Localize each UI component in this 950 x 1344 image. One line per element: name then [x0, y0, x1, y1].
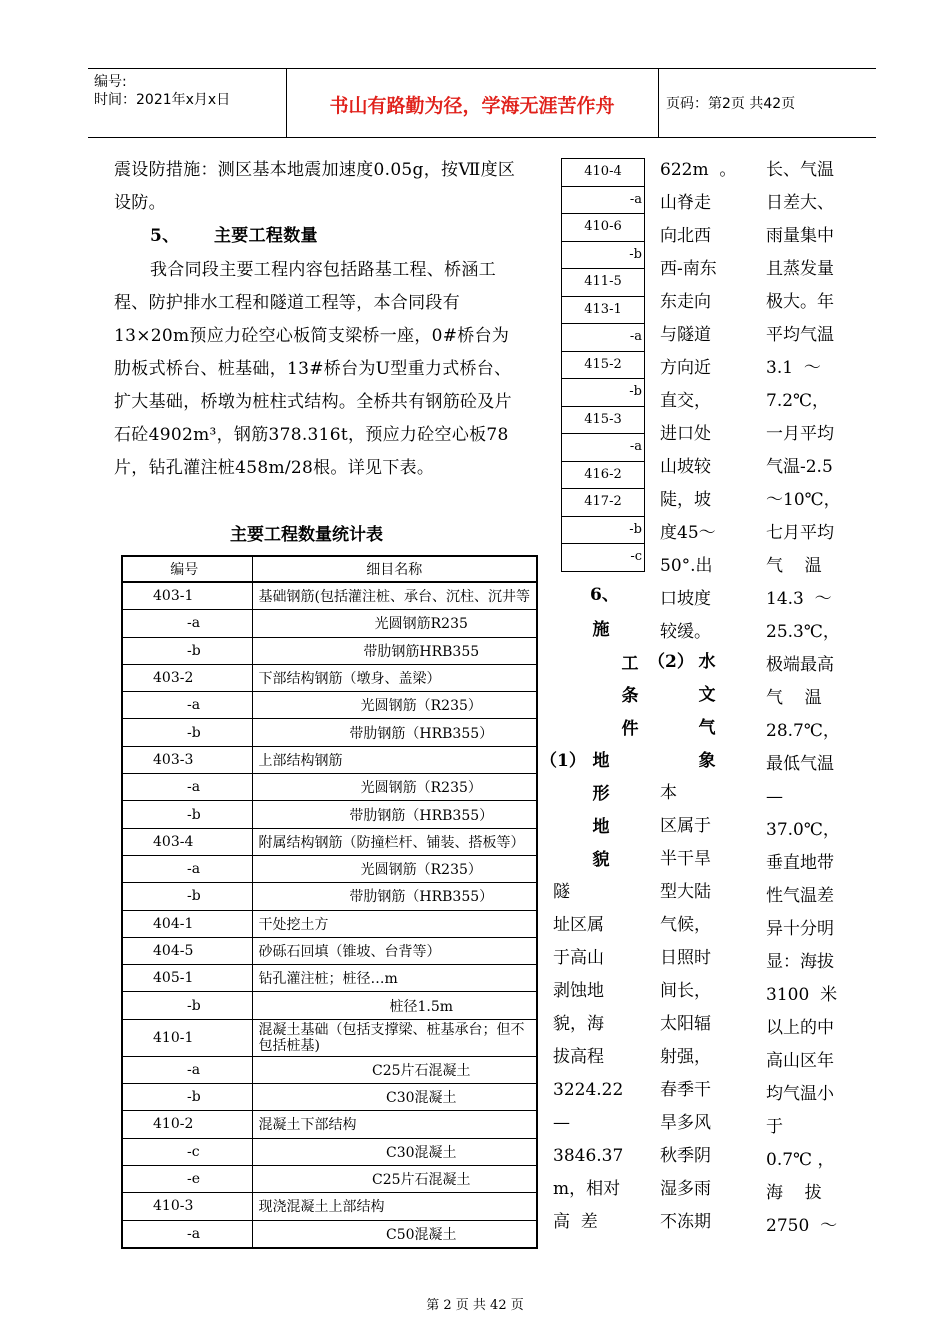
table-row — [123, 719, 537, 746]
motto: 书山有路勤为径，学海无涯苦作舟 — [329, 95, 615, 117]
column-line: 本 — [660, 783, 677, 803]
item-name: C50混凝土 — [252, 1220, 536, 1247]
column-line: 太阳辐 — [660, 1014, 711, 1034]
column-line: 2750 ～ — [766, 1216, 838, 1236]
column-line: 方向近 — [660, 358, 711, 378]
column-line: 3100 米 — [766, 985, 838, 1005]
item-code: -c — [123, 1138, 253, 1165]
column-line: 3.1 ～ — [766, 358, 821, 378]
column-line: 高山区年 — [766, 1051, 834, 1071]
page-header — [88, 68, 876, 138]
subsection-1-char-2: 形 — [592, 784, 610, 804]
column-line: 极端最高 — [766, 655, 834, 675]
table-row — [123, 1220, 537, 1247]
item-code: -a — [123, 610, 253, 637]
table-row — [123, 1138, 537, 1165]
section-5-title: 主要工程数量 — [214, 226, 318, 246]
table-row — [123, 1111, 537, 1138]
column-line: 622m 。 — [660, 160, 737, 180]
column-line: 拔高程 — [553, 1047, 604, 1067]
side-table-cell: 413-1 — [562, 297, 644, 325]
table-row — [123, 746, 537, 773]
column-line: 西-南东 — [660, 259, 717, 279]
section-5-number: 5、 — [150, 226, 180, 246]
subsection-1-char-3: 地 — [592, 817, 610, 837]
item-name: 钻孔灌注桩；桩径…m — [252, 965, 536, 992]
item-code: -b — [123, 992, 253, 1019]
subsection-1-char-1: 地 — [592, 751, 610, 771]
column-line: 于高山 — [553, 948, 604, 968]
side-table-cell: -a — [562, 434, 644, 462]
table-row — [123, 1056, 537, 1083]
column-line: 陡，坡 — [660, 490, 711, 510]
column-line: 最低气温 — [766, 754, 834, 774]
table-row — [123, 637, 537, 664]
subsection-2-number: （2） — [648, 652, 694, 672]
column-line: 高 差 — [553, 1212, 598, 1232]
climate-text-column — [660, 777, 734, 1239]
column-line: 旱多风 — [660, 1113, 711, 1133]
column-line: — — [766, 787, 783, 807]
side-table-cell: 410-4 — [562, 159, 644, 187]
side-table-cell: 411-5 — [562, 269, 644, 297]
column-line: 较缓。 — [660, 622, 711, 642]
item-code: -e — [123, 1165, 253, 1192]
column-line: 50°.出 — [660, 556, 713, 576]
column-line: 25.3℃， — [766, 622, 840, 642]
item-code: 405-1 — [123, 965, 253, 992]
header-code: 编号 — [123, 557, 253, 583]
item-name: 混凝土基础（包括支撑梁、桩基承台；但不包括桩基) — [252, 1019, 536, 1056]
table-row — [123, 937, 537, 964]
item-name: 光圆钢筋（R235） — [252, 692, 536, 719]
item-name: C30混凝土 — [252, 1084, 536, 1111]
column-line: 口坡度 — [660, 589, 711, 609]
side-table-cell: 410-6 — [562, 214, 644, 242]
paragraph-seismic: 震设防措施：测区基本地震加速度0.05g，按Ⅶ度区设防。 — [114, 160, 516, 213]
column-line: 间长， — [660, 981, 711, 1001]
subsection-2-char-3: 气 — [698, 718, 716, 738]
item-name: 带肋钢筋（HRB355） — [252, 719, 536, 746]
table-row — [123, 910, 537, 937]
side-table-cell: -b — [562, 517, 644, 545]
column-line: 春季干 — [660, 1080, 711, 1100]
item-code: 410-1 — [123, 1019, 253, 1056]
column-line: 隧 — [553, 882, 570, 902]
item-code: -a — [123, 692, 253, 719]
subsection-2-char-1: 水 — [698, 652, 716, 672]
table-row — [123, 801, 537, 828]
column-line: 进口处 — [660, 424, 711, 444]
side-table-cell: 417-2 — [562, 489, 644, 517]
column-line: 3846.37 — [553, 1146, 624, 1166]
section-6-char-4: 件 — [621, 719, 639, 739]
column-line: 秋季阴 — [660, 1146, 711, 1166]
item-code: -b — [123, 883, 253, 910]
column-line: 14.3 ～ — [766, 589, 832, 609]
table-title: 主要工程数量统计表 — [230, 525, 383, 545]
column-line: — — [553, 1113, 570, 1133]
table-row — [123, 992, 537, 1019]
column-line: 不冻期 — [660, 1212, 711, 1232]
page-footer: 第 2 页 共 42 页 — [426, 1298, 524, 1313]
column-line: 37.0℃， — [766, 820, 840, 840]
item-code: 403-2 — [123, 664, 253, 691]
column-line: 气 温 — [766, 556, 822, 576]
terrain-text-column — [553, 876, 625, 1239]
column-line: 3224.22 — [553, 1080, 624, 1100]
item-code: -b — [123, 719, 253, 746]
item-code: 410-3 — [123, 1193, 253, 1220]
terrain-description-column — [660, 154, 737, 649]
column-line: 址区属 — [553, 915, 604, 935]
header-motto-cell — [286, 69, 659, 137]
table-row — [123, 1165, 537, 1192]
column-line: 湿多雨 — [660, 1179, 711, 1199]
table-row — [123, 1019, 537, 1056]
column-line: 向北西 — [660, 226, 711, 246]
item-code: 404-1 — [123, 910, 253, 937]
doc-time-label: 时间：2021年x月x日 — [94, 92, 231, 108]
item-code: -a — [123, 1056, 253, 1083]
column-line: 显：海拔 — [766, 952, 834, 972]
column-line: 剥蚀地 — [553, 981, 604, 1001]
column-line: 垂直地带 — [766, 853, 834, 873]
column-line: 山坡较 — [660, 457, 711, 477]
subsection-2-char-2: 文 — [698, 685, 716, 705]
side-table-cell: -a — [562, 187, 644, 215]
side-table-cell: 415-3 — [562, 407, 644, 435]
section-6-char-3: 条 — [621, 686, 639, 706]
table-row — [123, 664, 537, 691]
column-line: 异十分明 — [766, 919, 834, 939]
subsection-1-number: （1） — [540, 751, 586, 771]
table-row — [123, 774, 537, 801]
item-code: -b — [123, 801, 253, 828]
item-name: 光圆钢筋（R235） — [252, 855, 536, 882]
quantity-table-body — [123, 557, 537, 1248]
item-name: 上部结构钢筋 — [252, 746, 536, 773]
item-name: 带肋钢筋HRB355 — [252, 637, 536, 664]
column-line: 东走向 — [660, 292, 711, 312]
header-info-cell — [88, 69, 287, 137]
column-line: 直交， — [660, 391, 711, 411]
item-code: 403-3 — [123, 746, 253, 773]
table-row — [123, 1084, 537, 1111]
item-name: 桩径1.5m — [252, 992, 536, 1019]
side-table-cell: -a — [562, 324, 644, 352]
item-name: 干处挖土方 — [252, 910, 536, 937]
column-line: 一月平均 — [766, 424, 834, 444]
climate-description-column — [766, 154, 848, 1243]
column-line: 7.2℃， — [766, 391, 830, 411]
item-name: 附属结构钢筋（防撞栏杆、铺装、搭板等） — [252, 828, 536, 855]
subsection-2-char-4: 象 — [698, 751, 716, 771]
column-line: 日差大、 — [766, 193, 834, 213]
side-table-cell: -b — [562, 242, 644, 270]
item-name: C25片石混凝土 — [252, 1165, 536, 1192]
column-line: 气 温 — [766, 688, 822, 708]
column-line: 区属于 — [660, 816, 711, 836]
column-line: 长、气温 — [766, 160, 834, 180]
column-line: 以上的中 — [766, 1018, 834, 1038]
column-line: 平均气温 — [766, 325, 834, 345]
subsection-1-char-4: 貌 — [592, 850, 610, 870]
item-name: 带肋钢筋（HRB355） — [252, 801, 536, 828]
item-code: 403-1 — [123, 582, 253, 610]
column-line: 型大陆 — [660, 882, 711, 902]
item-code: 404-5 — [123, 937, 253, 964]
paragraph-quantities: 我合同段主要工程内容包括路基工程、桥涵工程、防护排水工程和隧道工程等，本合同段有13×20m预应力砼空心板简支梁桥一座，0#桥台为肋板式桥台、桩基础，13#桥台为U型重力式桥台、扩大基础，桥墩为桩柱式结构。全桥共有钢筋砼及片石砼4902m³，钢筋378.316t，预应力砼空心板78片，钻孔灌注桩458m/28根。详见下表。 — [114, 260, 512, 478]
column-line: 气温-2.5 — [766, 457, 833, 477]
side-table-cell: 415-2 — [562, 352, 644, 380]
table-row — [123, 828, 537, 855]
quantity-table — [121, 555, 538, 1249]
table-row — [123, 582, 537, 610]
item-name: 光圆钢筋（R235） — [252, 774, 536, 801]
column-line: 28.7℃， — [766, 721, 840, 741]
side-table-cell: 416-2 — [562, 462, 644, 490]
page-number-label: 页码：第2页 共42页 — [666, 96, 796, 112]
item-name: 带肋钢筋（HRB355） — [252, 883, 536, 910]
column-line: 度45～ — [660, 523, 716, 543]
column-line: 七月平均 — [766, 523, 834, 543]
header-item-name: 细目名称 — [252, 557, 536, 583]
column-line: 于 — [766, 1117, 783, 1137]
header-page-cell — [658, 69, 876, 137]
item-code: -a — [123, 1220, 253, 1247]
table-header-row — [123, 557, 537, 583]
item-name: 混凝土下部结构 — [252, 1111, 536, 1138]
side-table-cell: -b — [562, 379, 644, 407]
column-line: 射强， — [660, 1047, 711, 1067]
column-line: ～10℃， — [766, 490, 841, 510]
side-table — [561, 158, 645, 572]
item-name: 砂砾石回填（锥坡、台背等） — [252, 937, 536, 964]
table-row — [123, 692, 537, 719]
column-line: 半干旱 — [660, 849, 711, 869]
item-name: C25片石混凝土 — [252, 1056, 536, 1083]
table-row — [123, 1193, 537, 1220]
item-code: -a — [123, 774, 253, 801]
item-name: C30混凝土 — [252, 1138, 536, 1165]
column-line: 日照时 — [660, 948, 711, 968]
table-row — [123, 965, 537, 992]
item-name: 光圆钢筋R235 — [252, 610, 536, 637]
column-line: 与隧道 — [660, 325, 711, 345]
column-line: 且蒸发量 — [766, 259, 834, 279]
column-line: 海 拔 — [766, 1183, 822, 1203]
section-6-char-1: 施 — [592, 620, 610, 640]
column-line: m，相对 — [553, 1179, 621, 1199]
column-line: 气候， — [660, 915, 711, 935]
table-row — [123, 610, 537, 637]
item-name: 现浇混凝土上部结构 — [252, 1193, 536, 1220]
item-code: -b — [123, 1084, 253, 1111]
doc-code-label: 编号: — [94, 74, 127, 90]
side-table-cell: -c — [562, 544, 644, 572]
column-line: 0.7℃ ， — [766, 1150, 835, 1170]
section-6-number: 6、 — [590, 585, 619, 605]
item-code: -b — [123, 637, 253, 664]
column-line: 极大。年 — [766, 292, 834, 312]
item-code: 410-2 — [123, 1111, 253, 1138]
item-name: 基础钢筋(包括灌注桩、承台、沉柱、沉井等 — [252, 582, 536, 610]
item-code: 403-4 — [123, 828, 253, 855]
table-row — [123, 883, 537, 910]
column-line: 貌，海 — [553, 1014, 604, 1034]
table-row — [123, 855, 537, 882]
column-line: 均气温小 — [766, 1084, 834, 1104]
column-line: 山脊走 — [660, 193, 711, 213]
column-line: 性气温差 — [766, 886, 834, 906]
column-line: 雨量集中 — [766, 226, 834, 246]
item-code: -a — [123, 855, 253, 882]
item-name: 下部结构钢筋（墩身、盖梁） — [252, 664, 536, 691]
section-6-char-2: 工 — [621, 654, 639, 674]
